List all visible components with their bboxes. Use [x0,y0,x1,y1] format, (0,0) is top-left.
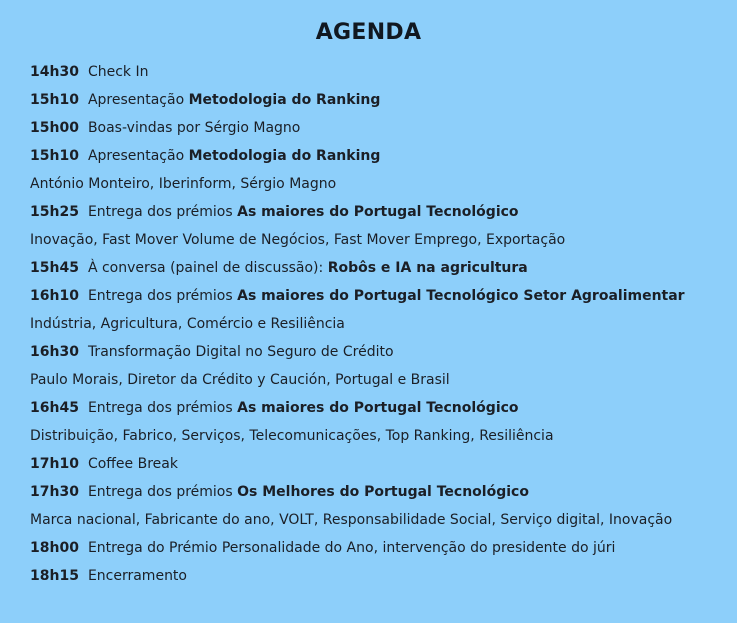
agenda-row [30,453,730,481]
agenda-time: 16h30 [30,344,79,360]
agenda-text: Encerramento [87,568,187,584]
agenda-time: 14h30 [30,64,79,80]
agenda-row [30,173,730,201]
agenda-text: Entrega do Prémio Personalidade do Ano, intervenção do presidente do júri [87,540,616,556]
agenda-text: Distribuição, Fabrico, Serviços, Telecomunicações, Top Ranking, Resiliência [30,428,554,444]
agenda-text: Apresentação [87,148,189,164]
agenda-time: 18h00 [30,540,79,556]
agenda-list [30,61,730,593]
agenda-time: 18h15 [30,568,79,584]
agenda-time: 15h10 [30,148,79,164]
agenda-text: Entrega dos prémios [87,204,238,220]
agenda-time: 17h30 [30,484,79,500]
agenda-row [30,397,730,425]
agenda-time: 15h00 [30,120,79,136]
agenda-time: 16h10 [30,288,79,304]
agenda-row [30,369,730,397]
agenda-text: Boas-vindas por Sérgio Magno [87,120,301,136]
agenda-row [30,341,730,369]
agenda-highlight: Robôs e IA na agricultura [327,260,528,276]
agenda-highlight: As maiores do Portugal Tecnológico [237,204,519,220]
agenda-highlight: Metodologia do Ranking [188,148,381,164]
agenda-highlight: Metodologia do Ranking [188,92,381,108]
agenda-text: Entrega dos prémios [87,288,238,304]
agenda-row [30,61,730,89]
agenda-text: António Monteiro, Iberinform, Sérgio Magno [30,176,337,192]
agenda-row [30,229,730,257]
agenda-row [30,537,730,565]
agenda-time: 15h25 [30,204,79,220]
agenda-row [30,285,730,313]
agenda-text: Inovação, Fast Mover Volume de Negócios, Fast Mover Emprego, Exportação [30,232,566,248]
agenda-text: Check In [87,64,149,80]
agenda-row [30,201,730,229]
agenda-text: Coffee Break [87,456,178,472]
agenda-text: Entrega dos prémios [87,484,238,500]
agenda-row [30,89,730,117]
agenda-row [30,117,730,145]
agenda-title: AGENDA [315,20,422,45]
agenda-text: Transformação Digital no Seguro de Crédito [87,344,394,360]
agenda-row [30,145,730,173]
agenda-row [30,257,730,285]
agenda-time: 16h45 [30,400,79,416]
agenda-text: Entrega dos prémios [87,400,238,416]
agenda-text: Apresentação [87,92,189,108]
agenda-highlight: Os Melhores do Portugal Tecnológico [237,484,529,500]
agenda-row [30,509,730,537]
agenda-row [30,425,730,453]
agenda-text: À conversa (painel de discussão): [87,260,328,276]
agenda-highlight: As maiores do Portugal Tecnológico Setor Agroalimentar [237,288,685,304]
agenda-row [30,481,730,509]
agenda-row [30,313,730,341]
agenda-text: Marca nacional, Fabricante do ano, VOLT, Responsabilidade Social, Serviço digital, Inovação [30,512,673,528]
agenda-row [30,565,730,593]
agenda-time: 15h10 [30,92,79,108]
agenda-text: Paulo Morais, Diretor da Crédito y Caución, Portugal e Brasil [30,372,450,388]
agenda-time: 17h10 [30,456,79,472]
agenda-highlight: As maiores do Portugal Tecnológico [237,400,519,416]
agenda-time: 15h45 [30,260,79,276]
agenda-text: Indústria, Agricultura, Comércio e Resiliência [30,316,345,332]
